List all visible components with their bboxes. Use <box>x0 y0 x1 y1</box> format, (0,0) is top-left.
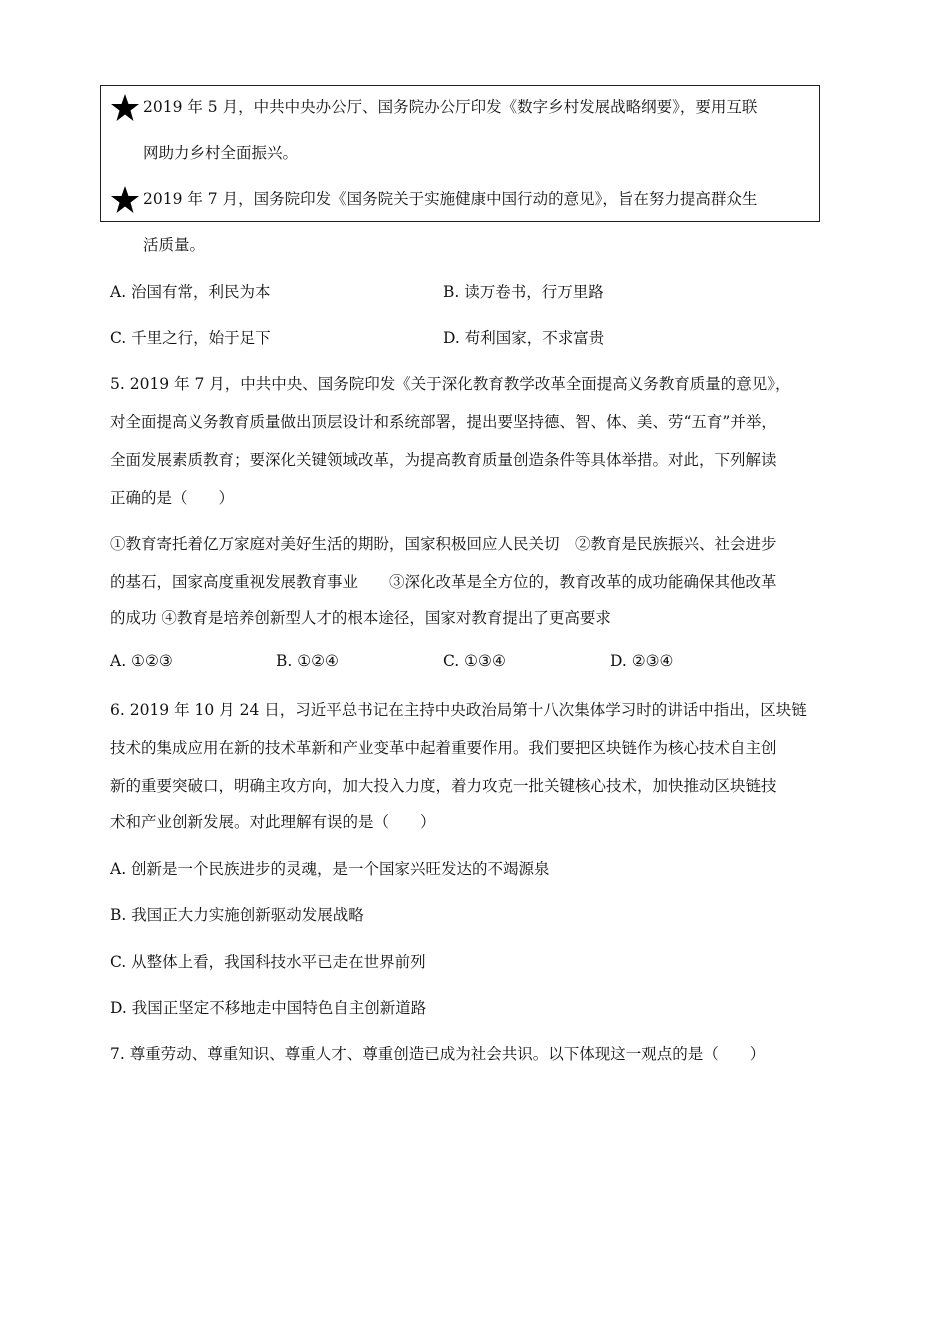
box-item2-line2: 活质量。 <box>143 236 206 254</box>
q5-option-c[interactable]: C. ①③④ <box>443 652 506 670</box>
q5-stem-line: 正确的是（ ） <box>110 489 235 507</box>
box-item2-line1: 2019 年 7 月，国务院印发《国务院关于实施健康中国行动的意见》，旨在努力提高群众生 <box>143 190 758 208</box>
q6-stem-line: 新的重要突破口，明确主攻方向，加大投入力度，着力攻克一批关键核心技术，加快推动区块链技 <box>110 777 777 795</box>
box-item1-line2: 网助力乡村全面振兴。 <box>143 144 299 162</box>
q5-option-a[interactable]: A. ①②③ <box>110 652 173 670</box>
q6-stem-line: 术和产业创新发展。对此理解有误的是（ ） <box>110 813 436 831</box>
q5-stem-line: 5. 2019 年 7 月，中共中央、国务院印发《关于深化教育教学改革全面提高义务教育质量的意见》， <box>110 375 791 393</box>
q6-option-b[interactable]: B. 我国正大力实施创新驱动发展战略 <box>110 906 364 924</box>
q5-stem-line: 对全面提高义务教育质量做出顶层设计和系统部署，提出要坚持德、智、体、美、劳“五育”并举， <box>110 413 777 431</box>
q4-option-c[interactable]: C. 千里之行，始于足下 <box>110 329 271 347</box>
q6-stem-line: 技术的集成应用在新的技术革新和产业变革中起着重要作用。我们要把区块链作为核心技术自主创 <box>110 739 777 757</box>
q7-stem-line: 7. 尊重劳动、尊重知识、尊重人才、尊重创造已成为社会共识。以下体现这一观点的是（ ） <box>110 1045 766 1063</box>
star-icon <box>110 185 140 215</box>
q4-option-a[interactable]: A. 治国有常，利民为本 <box>110 283 271 301</box>
box-item1-line1: 2019 年 5 月，中共中央办公厅、国务院办公厅印发《数字乡村发展战略纲要》，要用互联 <box>143 98 758 116</box>
q6-stem-line: 6. 2019 年 10 月 24 日，习近平总书记在主持中央政治局第十八次集体学习时的讲话中指出，区块链 <box>110 701 807 719</box>
q5-stem-line: 全面发展素质教育；要深化关键领域改革，为提高教育质量创造条件等具体举措。对此，下列解读 <box>110 451 777 469</box>
q5-statement-line: 的基石，国家高度重视发展教育事业 ③深化改革是全方位的，教育改革的成功能确保其他改革 <box>110 573 777 591</box>
q5-option-d[interactable]: D. ②③④ <box>610 652 674 670</box>
q4-option-b[interactable]: B. 读万卷书，行万里路 <box>443 283 604 301</box>
q5-statement-line: ①教育寄托着亿万家庭对美好生活的期盼，国家积极回应人民关切 ②教育是民族振兴、社会进步 <box>110 535 777 553</box>
q6-option-a[interactable]: A. 创新是一个民族进步的灵魂，是一个国家兴旺发达的不竭源泉 <box>110 860 550 878</box>
q4-option-d[interactable]: D. 苟利国家，不求富贵 <box>443 329 605 347</box>
star-icon <box>110 93 140 123</box>
q5-option-b[interactable]: B. ①②④ <box>276 652 339 670</box>
q6-option-c[interactable]: C. 从整体上看，我国科技水平已走在世界前列 <box>110 953 426 971</box>
q6-option-d[interactable]: D. 我国正坚定不移地走中国特色自主创新道路 <box>110 999 427 1017</box>
q5-statement-line: 的成功 ④教育是培养创新型人才的根本途径，国家对教育提出了更高要求 <box>110 609 611 627</box>
